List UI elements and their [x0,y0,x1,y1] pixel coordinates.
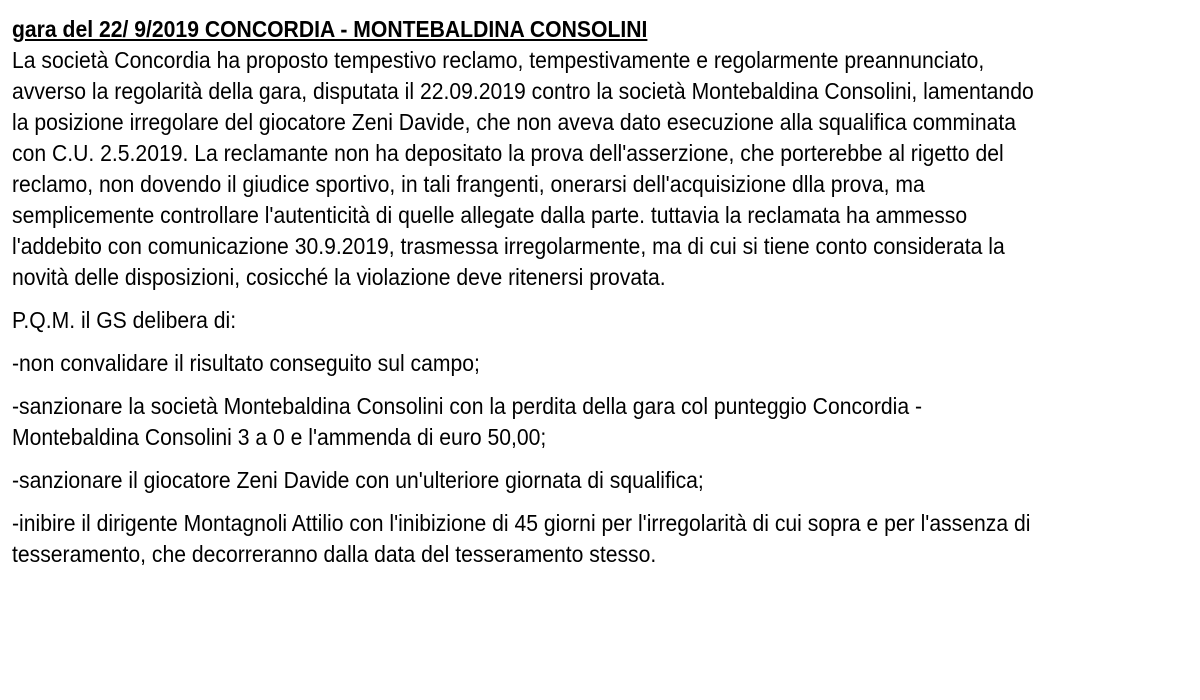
decision-item-3 [12,465,1074,496]
decision-item-2 [12,391,1074,453]
paragraph-line: reclamo, non dovendo il giudice sportivo, in tali frangenti, onerarsi dell'acquisizione dlla prova, ma [12,171,925,197]
decision-line: -inibire il dirigente Montagnoli Attilio con l'inibizione di 45 giorni per l'irregolarità di cui sopra e per l'assenza di [12,510,1031,536]
pqm-line: P.Q.M. il GS delibera di: [12,307,237,333]
pqm-heading [12,305,1074,336]
decision-line: Montebaldina Consolini 3 a 0 e l'ammenda di euro 50,00; [12,424,547,450]
decision-line: -sanzionare il giocatore Zeni Davide con un'ulteriore giornata di squalifica; [12,467,704,493]
paragraph-line: l'addebito con comunicazione 30.9.2019, trasmessa irregolarmente, ma di cui si tiene conto considerata la [12,233,1005,259]
decision-line: -sanzionare la società Montebaldina Consolini con la perdita della gara col punteggio Concordia - [12,393,923,419]
paragraph-line: con C.U. 2.5.2019. La reclamante non ha depositato la prova dell'asserzione, che porterebbe al rigetto del [12,140,1004,166]
decision-item-1 [12,348,1074,379]
decision-line: tesseramento, che decorreranno dalla data del tesseramento stesso. [12,541,657,567]
decision-item-4 [12,508,1074,570]
decision-line: -non convalidare il risultato conseguito sul campo; [12,350,480,376]
paragraph-line: La società Concordia ha proposto tempestivo reclamo, tempestivamente e regolarmente preannunciato, [12,47,985,73]
document-body [12,14,1074,570]
complaint-paragraph [12,45,1074,293]
paragraph-line: avverso la regolarità della gara, disputata il 22.09.2019 contro la società Montebaldina Consolini, lamentando [12,78,1034,104]
paragraph-line: novità delle disposizioni, cosicché la violazione deve ritenersi provata. [12,264,666,290]
document-title: gara del 22/ 9/2019 CONCORDIA - MONTEBALDINA CONSOLINI [12,16,648,42]
paragraph-line: la posizione irregolare del giocatore Zeni Davide, che non aveva dato esecuzione alla squalifica comminata [12,109,1017,135]
paragraph-line: semplicemente controllare l'autenticità di quelle allegate dalla parte. tuttavia la reclamata ha ammesso [12,202,968,228]
